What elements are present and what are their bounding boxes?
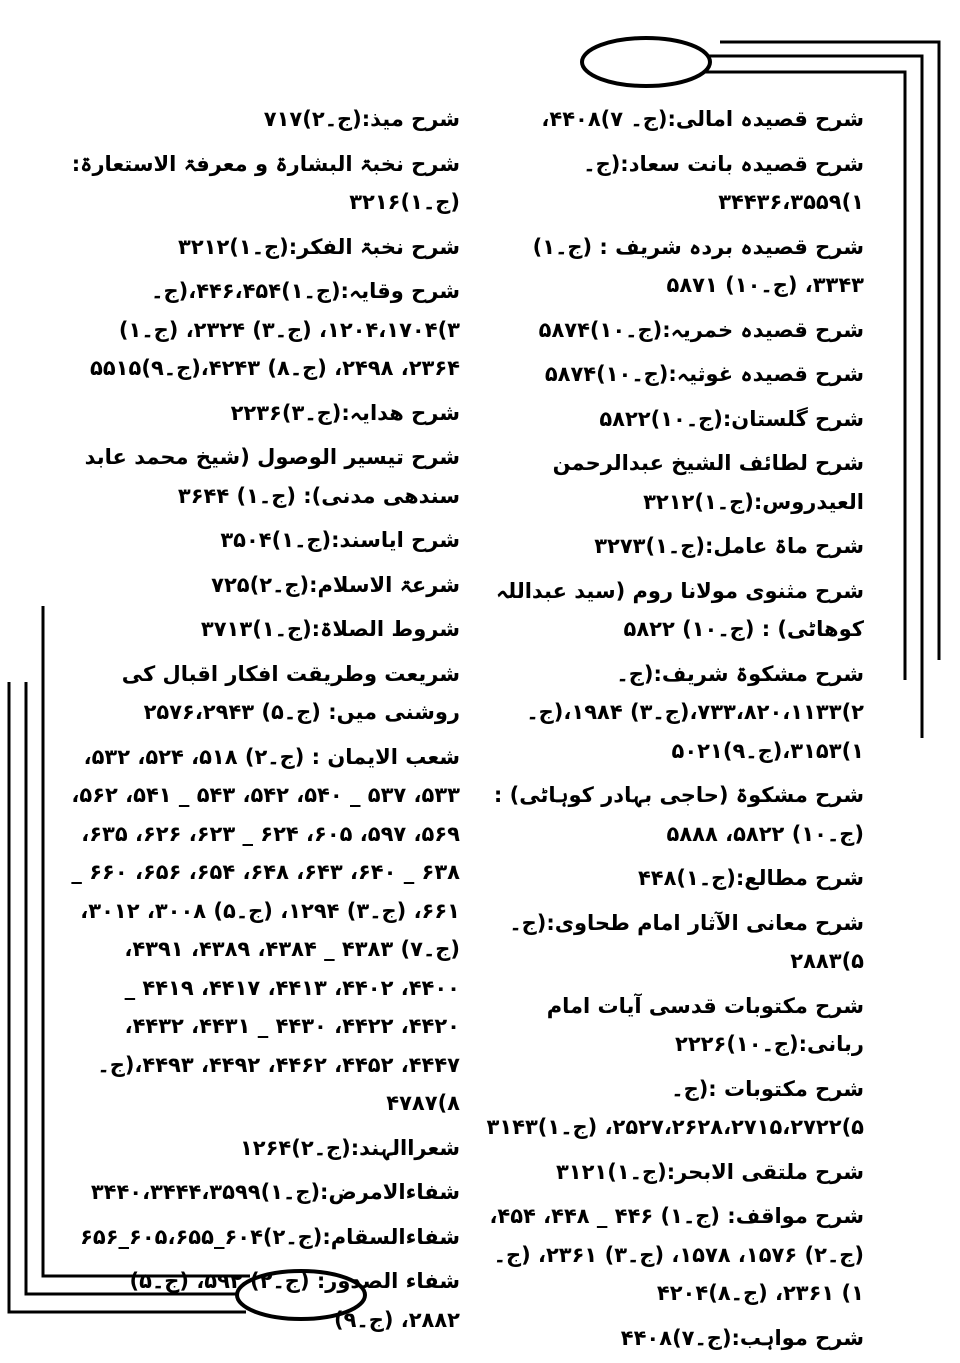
- index-entry: شرح مکتوبات :(ج۔۵)۲۵۲۷،۲۶۲۸،۲۷۱۵،۲۷۲۲، (ج۔۱)۳۱۴۳: [486, 1076, 864, 1139]
- index-entry: شرح مکتوبات قدسی آیات امام ربانی:(ج۔۱۰)۲۲۲۶: [546, 993, 864, 1056]
- index-entry: شرح قصیدہ غوثیہ:(ج۔۱۰)۵۸۷۴: [544, 362, 864, 386]
- index-entry: شرح معانی الآثار امام طحاوی:(ج۔۵)۲۸۸۳: [509, 910, 864, 973]
- index-entry: شرح قصیدہ امالی:(ج۔ ۷)۴۴۰۸،: [541, 107, 864, 131]
- index-entry: شرح قصیدہ بانت سعاد:(ج۔۱)۳۴۴۳۶،۳۵۵۹: [583, 151, 864, 214]
- index-entry: شرح ماۃ عامل:(ج۔۱)۳۲۷۳: [594, 534, 864, 558]
- index-entry: شفاءالامرض:(ج۔۱)۳۴۴۰،۳۴۴۴،۳۵۹۹: [90, 1180, 460, 1204]
- index-entry: شرح مواہب:(ج۔۷)۴۴۰۸: [620, 1325, 864, 1350]
- index-entry: شرح ایاسند:(ج۔۱)۳۵۰۴: [220, 528, 460, 552]
- index-entry: شرح قصیدہ بردہ شریف : (ج۔۱) ۳۳۴۳، (ج۔۱۰) ۵۸۷۱: [532, 234, 864, 297]
- index-entry: شرح مثنوی مولانا روم (سید عبداللہ کوھاٹی) : (ج۔۱۰) ۵۸۲۲: [495, 578, 864, 641]
- index-entry: شرح وقایہ:(ج۔۱)۴۴۶،۴۵۴،(ج۔۳)۱۲۰۴،۱۷۰۴، (ج۔۳) ۲۳۲۴، (ج۔۱) ۲۳۶۴، ۲۴۹۸، (ج۔۸) ۴۲۴۳،(ج۔۹)۵۵۱۵: [90, 279, 460, 380]
- index-entry: شرح لطائف الشیخ عبدالرحمن العیدروس:(ج۔۱)۳۲۱۲: [552, 451, 864, 514]
- index-entry: شرح قصیدہ خمریہ:(ج۔۱۰)۵۸۷۴: [538, 317, 864, 342]
- index-entry: شروط الصلاۃ:(ج۔۱)۳۷۱۳: [200, 617, 460, 641]
- index-entry: شرح ملتقی الابحر:(ج۔۱)۳۱۲۱: [555, 1159, 864, 1184]
- index-entry: شریعت وطریقت افکار اقبال کی روشنی میں: (ج۔۵) ۲۵۷۶،۲۹۴۳: [121, 661, 460, 724]
- index-column-left: [70, 100, 460, 1345]
- index-entry: شرح ھدایہ:(ج۔۳)۲۲۳۶: [230, 400, 460, 425]
- index-entry: شعراالہند:(ج۔۲)۱۲۶۴: [239, 1135, 460, 1160]
- index-entry: شعب الایمان : (ج۔۲) ۵۱۸، ۵۲۴، ۵۳۲، ۵۳۳، ۵۳۷ _ ۵۴۰، ۵۴۲، ۵۴۳ _ ۵۴۱، ۵۶۲، ۵۶۹، ۵۹۷، ۶۰۵، ۶۲۴ _ ۶۲۳، ۶۲۶، ۶۳۵، ۶۳۸ _ ۶۴۰، ۶۴۳، ۶۴۸، ۶۵۴، ۶۵۶، ۶۶۰ _ ۶۶۱، (ج۔۳) ۱۲۹۴، (ج۔۵) ۳۰۰۸، ۳۰۱۲، (ج۔۷) ۴۳۸۳ _ ۴۳۸۴، ۴۳۸۹، ۴۳۹۱، ۴۴۰۰، ۴۴۰۲، ۴۴۱۳، ۴۴۱۷، ۴۴۱۹ _ ۴۴۲۰، ۴۴۲۲، ۴۴۳۰ _ ۴۴۳۱، ۴۴۳۲، ۴۴۴۷، ۴۴۵۲، ۴۴۶۲، ۴۴۹۲، ۴۴۹۳،(ج۔۸)۴۷۸۷: [71, 744, 460, 1115]
- index-entry: شرح گلستان:(ج۔۱۰)۵۸۲۲: [599, 406, 864, 431]
- top-cartouche-ornament: [582, 38, 710, 86]
- index-entry: شرح نخبۃ الفکر:(ج۔۱)۳۲۱۲: [178, 234, 460, 259]
- index-entry: شرح مطالع:(ج۔۱)۴۴۸: [637, 866, 864, 890]
- index-entry: شرح نخبۃ البشارۃ و معرفۃ الاستعارۃ:(ج۔۱)۳۲۱۶: [71, 151, 460, 214]
- index-entry: شرعۃ الاسلام:(ج۔۲)۷۲۵: [211, 572, 460, 597]
- index-entry: شفاءالسقام:(ج۔۲)۶۰۴_۶۰۵،۶۵۵_۶۵۶: [80, 1224, 460, 1249]
- index-entry: شرح تیسیر الوصول (شیخ محمد عابد سندھی مدنی): (ج۔۱) ۳۶۴۴: [84, 445, 460, 508]
- index-entry: شرح میذ:(ج۔۲)۷۱۷: [263, 107, 460, 131]
- index-column-right: [480, 100, 864, 1363]
- index-entry: شرح مشکوۃ شریف:(ج۔۲)۷۳۳،۸۲۰،۱۱۳۳،(ج۔۳) ۱۹۸۴،(ج۔۱)۳۱۵۳،(ج۔۹)۵۰۲۱: [526, 661, 864, 763]
- index-entry: شرح مشکوۃ (حاجی بہادر کوہاٹی) :(ج۔۱۰) ۵۸۲۲، ۵۸۸۸: [493, 783, 864, 846]
- index-entry: شفاء الصدور: (ج۔۲) ۵۹۲، (ج۔۵) ۲۸۸۲، (ج۔۹): [129, 1269, 460, 1332]
- index-entry: شرح مواقف: (ج۔۱) ۴۴۶ _ ۴۴۸، ۴۵۴، (ج۔۲) ۱۵۷۶، ۱۵۷۸، (ج۔۳) ۲۳۶۱، (ج۔۱) ۲۳۶۱، (ج۔۸)۴۲۰۴: [489, 1204, 864, 1305]
